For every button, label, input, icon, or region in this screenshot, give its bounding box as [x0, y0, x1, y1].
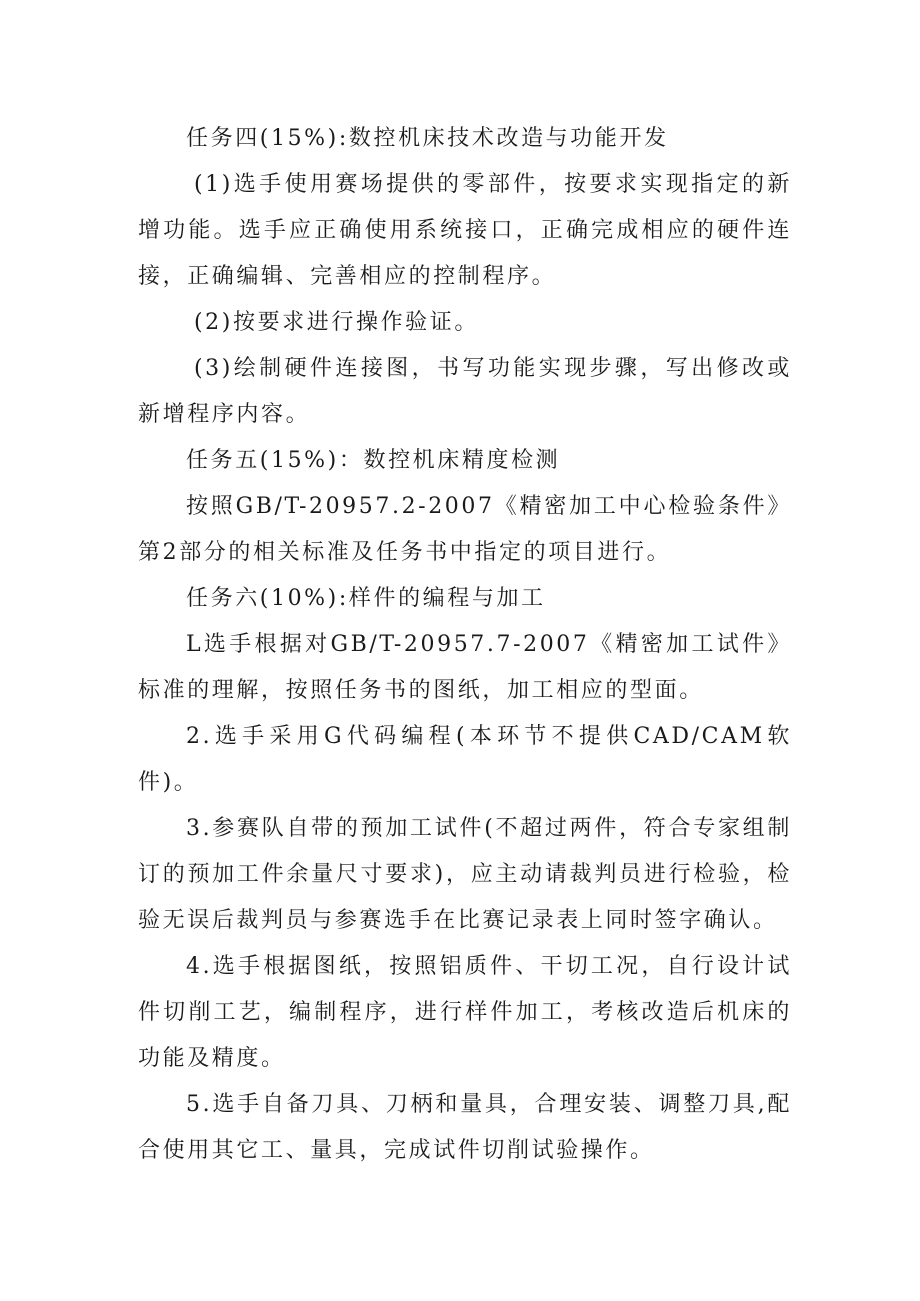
document-body [138, 116, 792, 1174]
task-five-heading: 任务五(15%)：数控机床精度检测 [186, 448, 561, 473]
task-six-item-2: 2.选手采用G代码编程(本环节不提供CAD/CAM软件)。 [138, 724, 792, 795]
task-four-heading: 任务四(15%):数控机床技术改造与功能开发 [186, 126, 669, 151]
task-six-item-3: 3.参赛队自带的预加工试件(不超过两件，符合专家组制订的预加工件余量尺寸要求)，应主动请裁判员进行检验，检验无误后裁判员与参赛选手在比赛记录表上同时签字确认。 [138, 816, 792, 933]
task-six-heading: 任务六(10%):样件的编程与加工 [186, 586, 546, 611]
task-six-item-1: L选手根据对GB/T-20957.7-2007《精密加工试件》标准的理解，按照任务书的图纸，加工相应的型面。 [138, 632, 792, 703]
task-four-item-1: (1)选手使用赛场提供的零部件，按要求实现指定的新增功能。选手应正确使用系统接口，正确完成相应的硬件连接，正确编辑、完善相应的控制程序。 [138, 172, 792, 289]
task-four-item-3: (3)绘制硬件连接图，书写功能实现步骤，写出修改或新增程序内容。 [138, 356, 792, 427]
task-four-item-2: (2)按要求进行操作验证。 [194, 310, 479, 335]
task-five-body: 按照GB/T-20957.2-2007《精密加工中心检验条件》第2部分的相关标准及任务书中指定的项目进行。 [138, 494, 792, 565]
task-six-item-5: 5.选手自备刀具、刀柄和量具，合理安装、调整刀具,配合使用其它工、量具，完成试件切削试验操作。 [138, 1092, 792, 1163]
task-six-item-4: 4.选手根据图纸，按照铝质件、干切工况，自行设计试件切削工艺，编制程序，进行样件加工，考核改造后机床的功能及精度。 [138, 954, 792, 1071]
